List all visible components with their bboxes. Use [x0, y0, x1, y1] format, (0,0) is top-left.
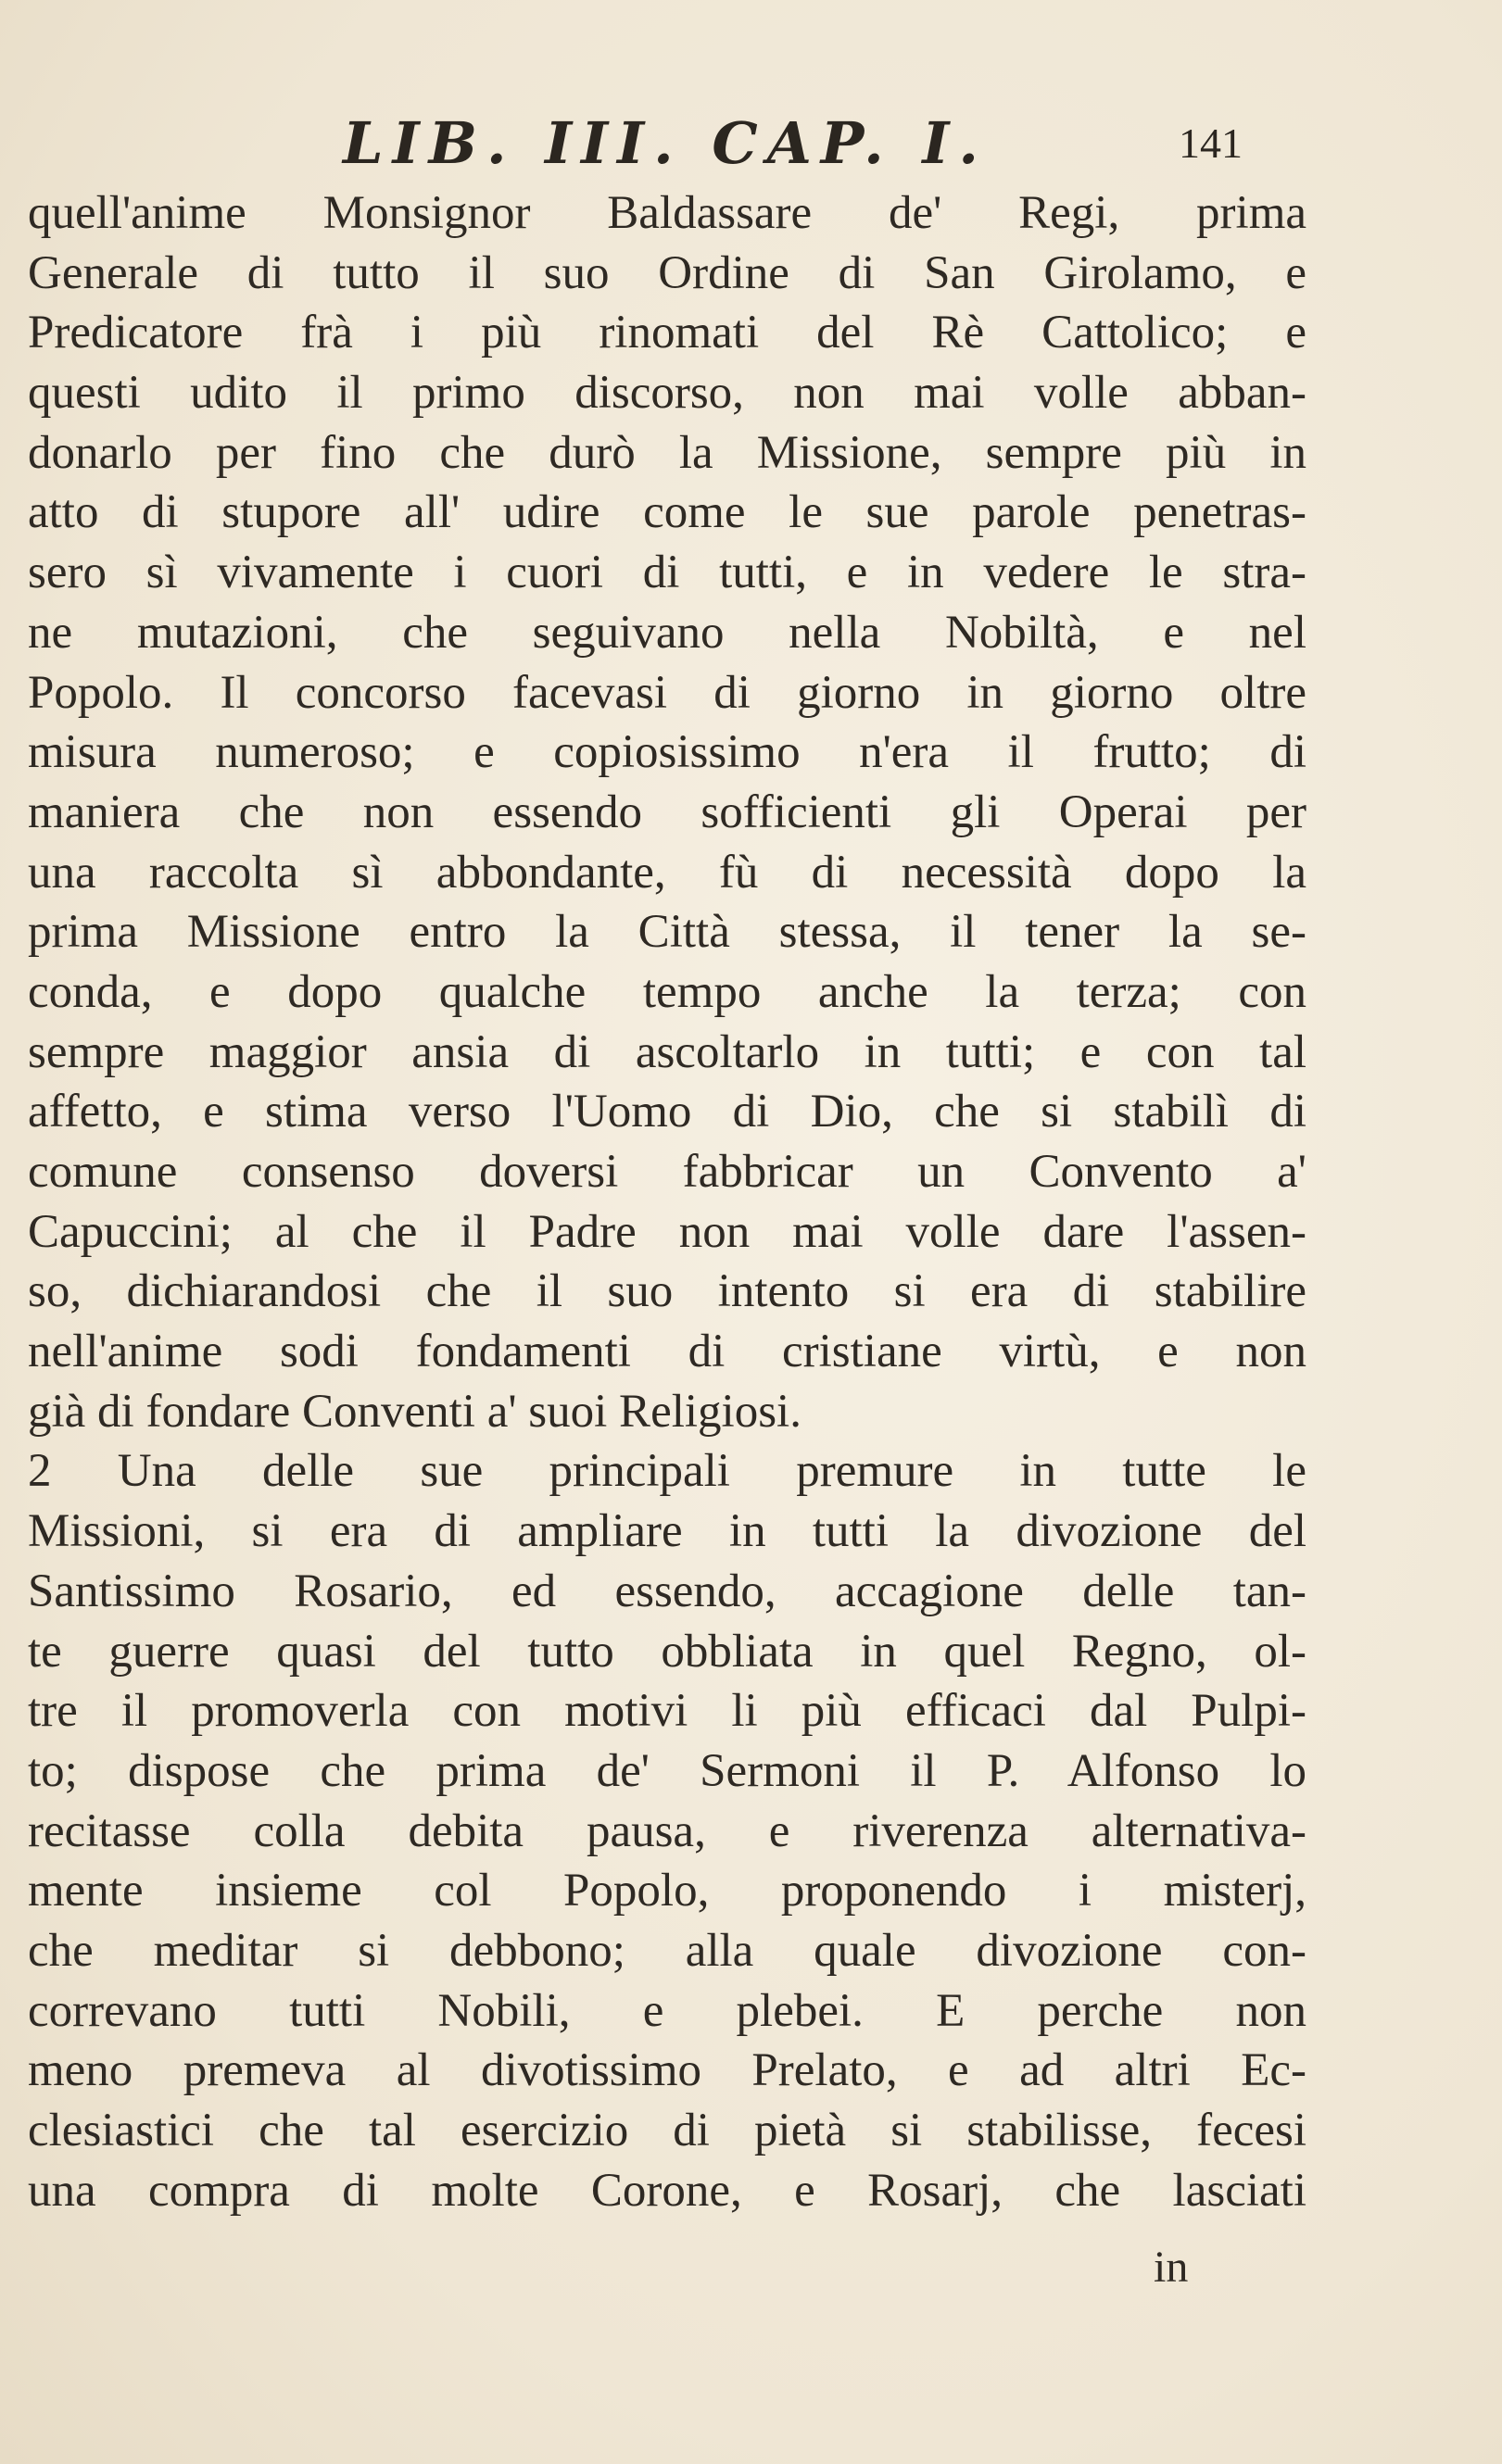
text-line: sempre maggior ansia di ascoltarlo in tutti; e con tal: [28, 1025, 1306, 1078]
text-line: recitasse colla debita pausa, e riverenza alternativa-: [28, 1804, 1306, 1857]
text-line: nell'anime sodi fondamenti di cristiane virtù, e non: [28, 1326, 1306, 1378]
text-line: Capuccini; al che il Padre non mai volle dare l'assen-: [28, 1205, 1306, 1258]
text-line: che meditar si debbono; alla quale divozione con-: [28, 1924, 1306, 1977]
page-number: 141: [1179, 119, 1243, 167]
text-line: già di fondare Conventi a' suoi Religiosi.: [28, 1385, 801, 1438]
text-line: atto di stupore all' udire come le sue parole penetras-: [28, 486, 1306, 539]
text-line: misura numeroso; e copiosissimo n'era il frutto; di: [28, 726, 1306, 779]
text-line: Generale di tutto il suo Ordine di San Girolamo, e: [28, 246, 1306, 299]
text-line: una raccolta sì abbondante, fù di necessità dopo la: [28, 846, 1306, 899]
text-line: clesiastici che tal esercizio di pietà si stabilisse, fecesi: [28, 2105, 1306, 2156]
text-line: prima Missione entro la Città stessa, il tener la se-: [28, 906, 1306, 959]
text-line: so, dichiarandosi che il suo intento si era di stabilire: [28, 1265, 1306, 1318]
text-line: donarlo per fino che durò la Missione, sempre più in: [28, 426, 1306, 479]
text-line: te guerre quasi del tutto obbliata in quel Regno, ol-: [28, 1625, 1306, 1678]
text-line: maniera che non essendo sofficienti gli Operai per: [28, 786, 1306, 838]
text-line: affetto, e stima verso l'Uomo di Dio, che si stabilì di: [28, 1086, 1306, 1138]
body-text: [28, 183, 1306, 2220]
text-line: to; dispose che prima de' Sermoni il P. Alfonso lo: [28, 1744, 1306, 1797]
text-line: mente insieme col Popolo, proponendo i misterj,: [28, 1865, 1306, 1917]
text-line: correvano tutti Nobili, e plebei. E perche non: [28, 1984, 1306, 2037]
text-line: Missioni, si era di ampliare in tutti la divozione del: [28, 1505, 1306, 1558]
text-line: questi udito il primo discorso, non mai volle abban-: [28, 367, 1306, 420]
running-head: LIB. III. CAP. I.: [343, 109, 988, 177]
text-line: sero sì vivamente i cuori di tutti, e in vedere le stra-: [28, 547, 1306, 599]
catchword: in: [1154, 2243, 1189, 2292]
text-line: Santissimo Rosario, ed essendo, accagione delle tan-: [28, 1565, 1306, 1617]
text-line: meno premeva al divotissimo Prelato, e ad altri Ec-: [28, 2044, 1306, 2097]
text-line: tre il promoverla con motivi li più efficaci dal Pulpi-: [28, 1685, 1306, 1738]
text-line: comune consenso doversi fabbricar un Convento a': [28, 1146, 1306, 1198]
text-line: Predicatore frà i più rinomati del Rè Cattolico; e: [28, 307, 1306, 359]
text-line: Popolo. Il concorso facevasi di giorno in giorno oltre: [28, 666, 1306, 719]
text-line: ne mutazioni, che seguivano nella Nobiltà, e nel: [28, 606, 1306, 659]
text-line: conda, e dopo qualche tempo anche la terza; con: [28, 965, 1306, 1018]
page-header: [0, 109, 1502, 183]
text-line: 2 Una delle sue principali premure in tutte le: [28, 1445, 1306, 1498]
text-line: una compra di molte Corone, e Rosarj, che lasciati: [28, 2164, 1306, 2217]
text-line: quell'anime Monsignor Baldassare de' Regi, prima: [28, 187, 1306, 239]
